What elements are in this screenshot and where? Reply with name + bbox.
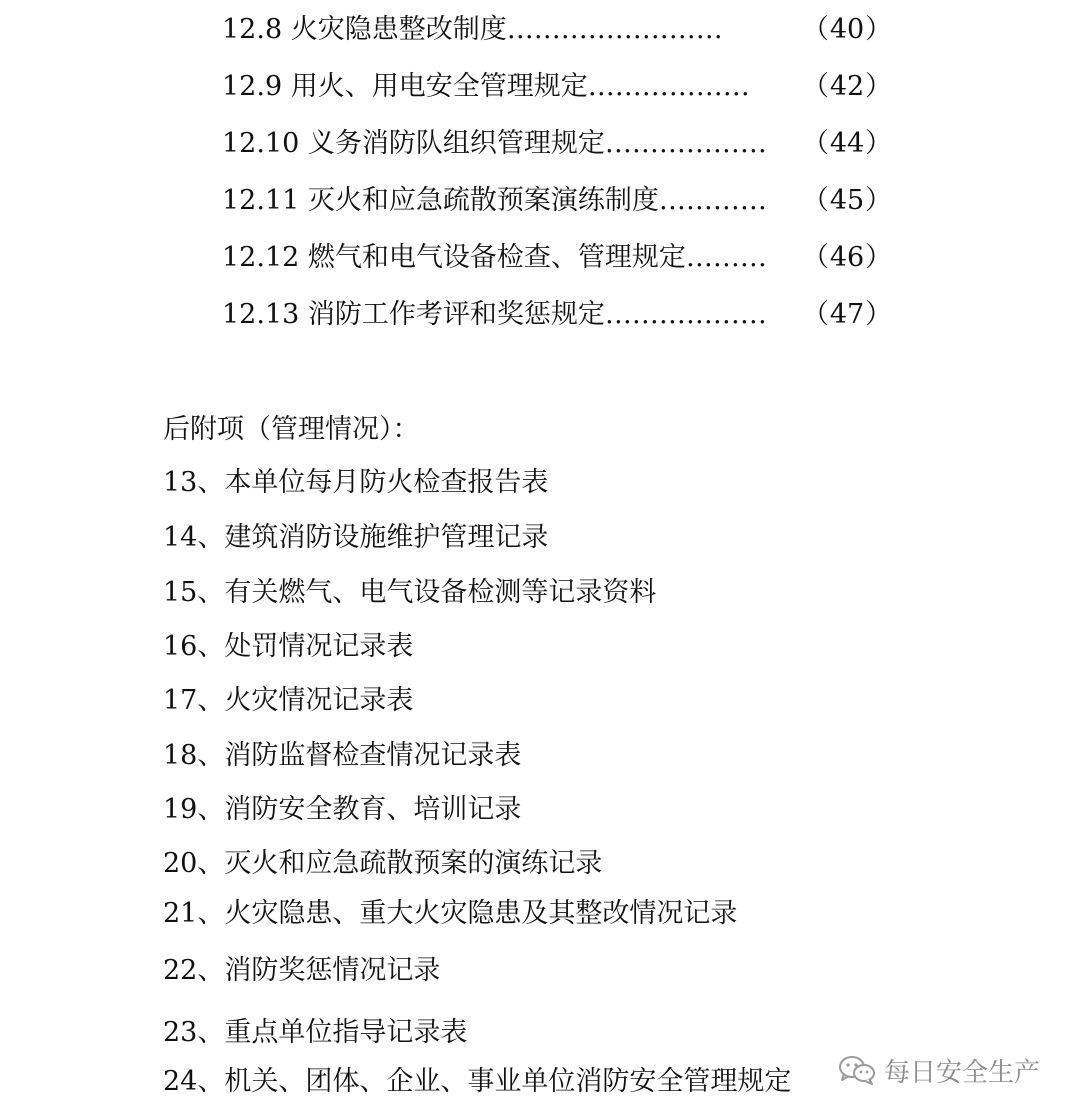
toc-page-close-paren: ） <box>865 299 892 330</box>
toc-page-open-paren: （ <box>802 299 829 330</box>
toc-page-value: 40 <box>829 14 865 45</box>
toc-page-value: 46 <box>829 242 865 273</box>
toc-page-open-paren: （ <box>802 242 829 273</box>
toc-page-value: 44 <box>829 128 865 159</box>
appendix-item-16: 16、处罚情况记录表 <box>163 631 414 662</box>
toc-entry-label: 12.11 灭火和应急疏散预案演练制度………… <box>222 185 767 216</box>
wechat-icon <box>838 1054 876 1086</box>
toc-page-open-paren: （ <box>802 14 829 45</box>
watermark <box>838 1052 1040 1088</box>
toc-entry-label: 12.8 火灾隐患整改制度…………………… <box>222 14 723 45</box>
appendix-item-15: 15、有关燃气、电气设备检测等记录资料 <box>163 577 657 608</box>
toc-page-value: 42 <box>829 71 865 102</box>
toc-page-value: 45 <box>829 185 865 216</box>
toc-page-open-paren: （ <box>802 71 829 102</box>
toc-page-close-paren: ） <box>865 128 892 159</box>
toc-page-number <box>802 10 892 50</box>
toc-page-number <box>802 181 892 221</box>
toc-page-open-paren: （ <box>802 128 829 159</box>
appendix-heading: 后附项（管理情况）： <box>163 414 420 445</box>
toc-page-close-paren: ） <box>865 71 892 102</box>
appendix-item-13: 13、本单位每月防火检查报告表 <box>163 467 549 498</box>
toc-entry-label: 12.10 义务消防队组织管理规定……………… <box>222 128 767 159</box>
appendix-item-21: 21、火灾隐患、重大火灾隐患及其整改情况记录 <box>163 898 738 929</box>
watermark-text: 每日安全生产 <box>884 1057 1041 1088</box>
appendix-item-22: 22、消防奖惩情况记录 <box>163 955 441 986</box>
toc-page-close-paren: ） <box>865 242 892 273</box>
appendix-item-20: 20、灭火和应急疏散预案的演练记录 <box>163 848 603 879</box>
toc-page-number <box>802 295 892 335</box>
appendix-item-14: 14、建筑消防设施维护管理记录 <box>163 522 549 553</box>
appendix-item-17: 17、火灾情况记录表 <box>163 685 414 716</box>
toc-page-number <box>802 124 892 164</box>
toc-page-number <box>802 67 892 107</box>
toc-entry-label: 12.13 消防工作考评和奖惩规定……………… <box>222 299 767 330</box>
toc-page-close-paren: ） <box>865 185 892 216</box>
appendix-item-23: 23、重点单位指导记录表 <box>163 1017 468 1048</box>
appendix-item-24: 24、机关、团体、企业、事业单位消防安全管理规定 <box>163 1066 792 1097</box>
toc-page-open-paren: （ <box>802 185 829 216</box>
toc-entry-label: 12.9 用火、用电安全管理规定……………… <box>222 71 750 102</box>
toc-page-number <box>802 238 892 278</box>
appendix-item-18: 18、消防监督检查情况记录表 <box>163 740 522 771</box>
appendix-item-19: 19、消防安全教育、培训记录 <box>163 794 522 825</box>
toc-page-close-paren: ） <box>865 14 892 45</box>
toc-page-value: 47 <box>829 299 865 330</box>
toc-entry-label: 12.12 燃气和电气设备检查、管理规定……… <box>222 242 767 273</box>
